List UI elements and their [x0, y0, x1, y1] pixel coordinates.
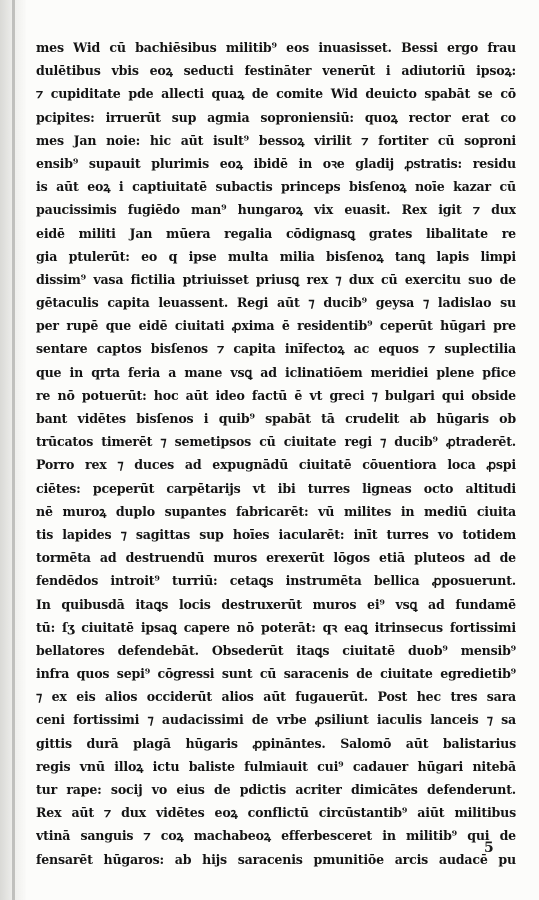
text-line: tū: ſʒ ciuitatē ipsaꝗ capere nō poterāt: qꝛ eaꝗ itrinsecus fortissimi	[36, 619, 516, 635]
text-line: per rupē que eidē ciuitati ꝓxima ē residentib⁹ ceperūt hūgari pre	[36, 318, 516, 334]
text-line: dissim⁹ vasa fictilia ptriuisset priusꝗ rex ⁊ dux cū exercitu suo de	[36, 271, 516, 287]
text-line: vtinā sanguis ⁊ coꝝ machabeoꝝ efferbesceret in militib⁹ qui de	[36, 828, 516, 844]
text-line: ensib⁹ supauit plurimis eoꝝ ibidē in oꝛe gladij ꝓstratis: residu	[36, 155, 516, 171]
text-line: tis lapides ⁊ sagittas sup hoīes iacularēt: inīt turres vo totidem	[36, 526, 516, 542]
text-line: que in qrta feria a mane vsꝗ ad iclinatiōem meridiei plene pfice	[36, 364, 516, 380]
text-line: eidē militi Jan mūera regalia cōdignasꝗ grates libalitate re	[36, 225, 516, 241]
text-line: nē muroꝝ duplo supantes fabricarēt: vū milites in mediū ciuita	[36, 503, 516, 519]
text-line: ⁊ ex eis alios occiderūt alios aūt fugauerūt. Post hec tres sara	[36, 689, 516, 705]
text-line: re nō potuerūt: hoc aūt ideo factū ē vt greci ⁊ bulgari qui obside	[36, 387, 516, 403]
text-line: mes Wid cū bachiēsibus militib⁹ eos inuasisset. Bessi ergo frau	[36, 40, 516, 55]
text-line: trūcatos timerēt ⁊ semetipsos cū ciuitate regi ⁊ ducib⁹ ꝓtraderēt.	[36, 434, 516, 450]
text-block	[36, 36, 516, 871]
text-line: gittis durā plagā hūgaris ꝓpināntes. Salomō aūt balistarius	[36, 735, 516, 751]
text-line: dulētibus vbis eoꝝ seducti festināter venerūt i adiutoriū ipsoꝝ:	[36, 63, 516, 79]
text-line: Rex aūt ⁊ dux vidētes eoꝝ conflictū circūstantib⁹ aiūt militibus	[36, 805, 516, 821]
text-line: fensarēt hūgaros: ab hijs saracenis pmunitiōe arcis audacē pu	[36, 851, 516, 867]
text-line: gia ptulerūt: eo q ipse multa milia bisſenoꝝ tanꝗ lapis limpi	[36, 248, 516, 264]
text-line: bant vidētes bisſenos i quib⁹ spabāt tā crudelit ab hūgaris ob	[36, 411, 516, 426]
text-line: infra quos sepi⁹ cōgressi sunt cū saracenis de ciuitate egredietib⁹	[36, 666, 516, 682]
text-line: fendēdos introit⁹ turriū: cetaꝗs instrumēta bellica ꝓposuerunt.	[36, 573, 516, 589]
text-line: mes Jan noie: hic aūt isult⁹ bessoꝝ virilit ⁊ fortiter cū soproni	[36, 132, 516, 148]
text-line: tormēta ad destruendū muros erexerūt lōgos etiā pluteos ad de	[36, 550, 516, 566]
text-line: ceni fortissimi ⁊ audacissimi de vrbe ꝓsiliunt iaculis lanceis ⁊ sa	[36, 712, 516, 728]
text-line: gētaculis capita leuassent. Regi aūt ⁊ ducib⁹ geysa ⁊ ladislao su	[36, 295, 516, 311]
text-line: ciētes: pceperūt carpētarijs vt ibi turres ligneas octo altitudi	[36, 480, 516, 496]
text-line: paucissimis fugiēdo man⁹ hungaroꝝ vix euasit. Rex igit ⁊ dux	[36, 202, 516, 218]
text-line: is aūt eoꝝ i captiuitatē subactis princeps bisſenoꝝ noīe kazar cū	[36, 179, 516, 195]
text-line: sentare captos bisſenos ⁊ capita inīfectoꝝ ac equos ⁊ suplectilia	[36, 341, 516, 357]
text-line: tur rape: socij vo eius de pdictis acriter dimicātes defenderunt.	[36, 782, 516, 797]
text-line: pcipites: irruerūt sup agmia soproniensiū: quoꝝ rector erat co	[36, 109, 516, 125]
text-line: ⁊ cupiditate pde allecti quaꝝ de comite Wid deuicto spabāt se cō	[36, 86, 516, 102]
text-line: bellatores defendebāt. Obsederūt itaꝗs ciuitatē duob⁹ mensib⁹	[36, 642, 516, 658]
text-line: regis vnū illoꝝ ictu baliste fulmiauit cui⁹ cadauer hūgari nitebā	[36, 758, 516, 774]
text-line: In quibusdā itaꝗs locis destruxerūt muros ei⁹ vsꝗ ad fundamē	[36, 596, 516, 612]
text-line: Porro rex ⁊ duces ad expugnādū ciuitatē cōuentiora loca ꝓspi	[36, 457, 516, 473]
page-number: 5	[484, 840, 494, 856]
binding-edge	[12, 0, 15, 900]
